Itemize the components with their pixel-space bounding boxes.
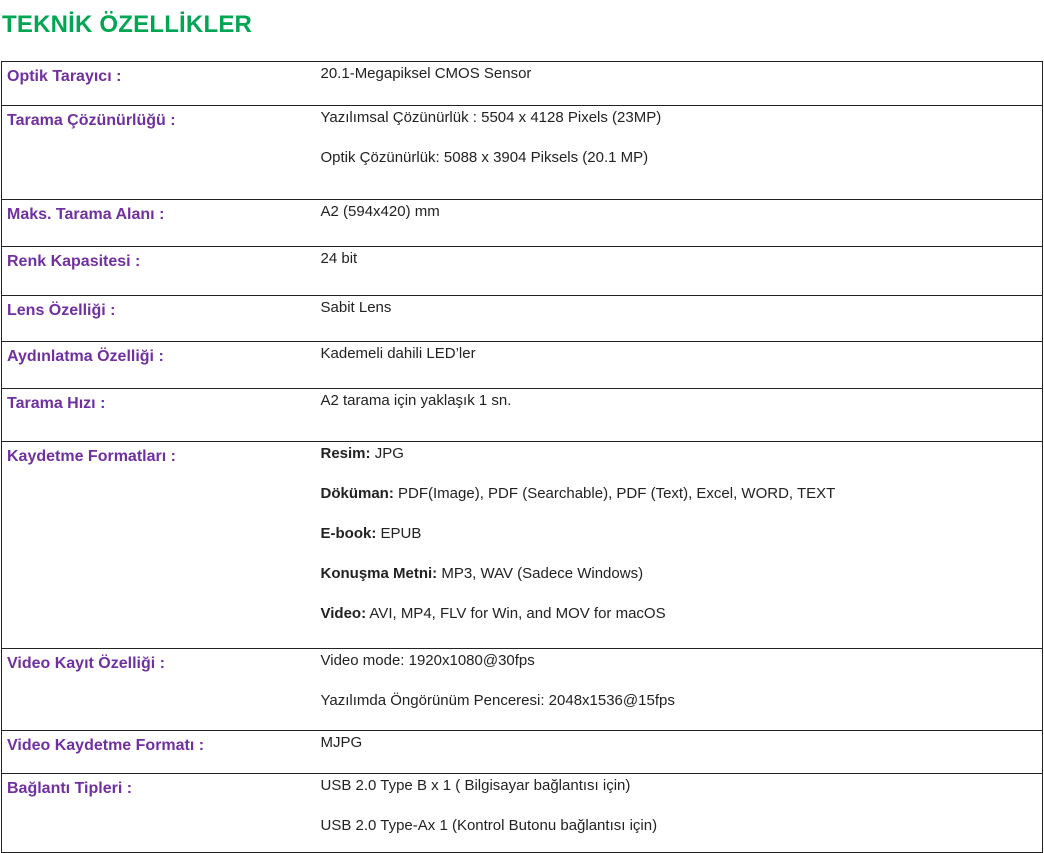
spec-value: A2 (594x420) mm — [320, 203, 440, 220]
spec-label: Tarama Çözünürlüğü : — [7, 112, 176, 129]
spec-value: Optik Çözünürlük: 5088 x 3904 Piksels (20.1 MP) — [320, 149, 649, 166]
spec-row-save-formats — [2, 442, 1043, 649]
spec-value: Video: AVI, MP4, FLV for Win, and MOV for macOS — [320, 605, 666, 622]
spec-row-lighting — [2, 342, 1043, 389]
spec-value: Video mode: 1920x1080@30fps — [320, 652, 535, 669]
spec-label: Bağlantı Tipleri : — [7, 780, 133, 797]
spec-value: USB 2.0 Type-Ax 1 (Kontrol Butonu bağlantısı için) — [320, 817, 658, 834]
spec-label: Renk Kapasitesi : — [7, 253, 141, 270]
spec-value: Konuşma Metni: MP3, WAV (Sadece Windows) — [320, 565, 644, 582]
spec-label: Lens Özelliği : — [7, 302, 116, 319]
spec-label: Video Kaydetme Formatı : — [7, 737, 205, 754]
spec-label: Maks. Tarama Alanı : — [7, 206, 165, 223]
spec-table — [1, 61, 1043, 853]
spec-row-optical-scanner — [2, 62, 1043, 106]
spec-value: USB 2.0 Type B x 1 ( Bilgisayar bağlantısı için) — [320, 777, 631, 794]
spec-row-video-format — [2, 731, 1043, 774]
spec-label: Video Kayıt Özelliği : — [7, 655, 165, 672]
spec-label: Optik Tarayıcı : — [7, 68, 122, 85]
spec-value: Döküman: PDF(Image), PDF (Searchable), PDF (Text), Excel, WORD, TEXT — [320, 485, 836, 502]
spec-value: E-book: EPUB — [320, 525, 422, 542]
spec-row-max-scan-area — [2, 200, 1043, 247]
spec-row-scan-speed — [2, 389, 1043, 442]
spec-value: 24 bit — [320, 250, 358, 267]
spec-value: Sabit Lens — [320, 299, 392, 316]
spec-row-lens — [2, 296, 1043, 342]
spec-value: A2 tarama için yaklaşık 1 sn. — [320, 392, 512, 409]
spec-label: Aydınlatma Özelliği : — [7, 348, 164, 365]
spec-value: MJPG — [320, 734, 363, 751]
spec-value: Yazılımsal Çözünürlük : 5504 x 4128 Pixels (23MP) — [320, 109, 662, 126]
spec-row-connection-types — [2, 774, 1043, 853]
spec-row-scan-resolution — [2, 106, 1043, 200]
spec-label: Kaydetme Formatları : — [7, 448, 176, 465]
spec-value: Kademeli dahili LED’ler — [320, 345, 476, 362]
spec-label: Tarama Hızı : — [7, 395, 106, 412]
spec-value: Resim: JPG — [320, 445, 404, 462]
spec-row-color-capacity — [2, 247, 1043, 296]
page-title: TEKNİK ÖZELLİKLER — [2, 11, 253, 38]
spec-value: 20.1-Megapiksel CMOS Sensor — [320, 65, 532, 82]
spec-value: Yazılımda Öngörünüm Penceresi: 2048x1536@15fps — [320, 692, 675, 709]
spec-row-video-recording — [2, 649, 1043, 731]
